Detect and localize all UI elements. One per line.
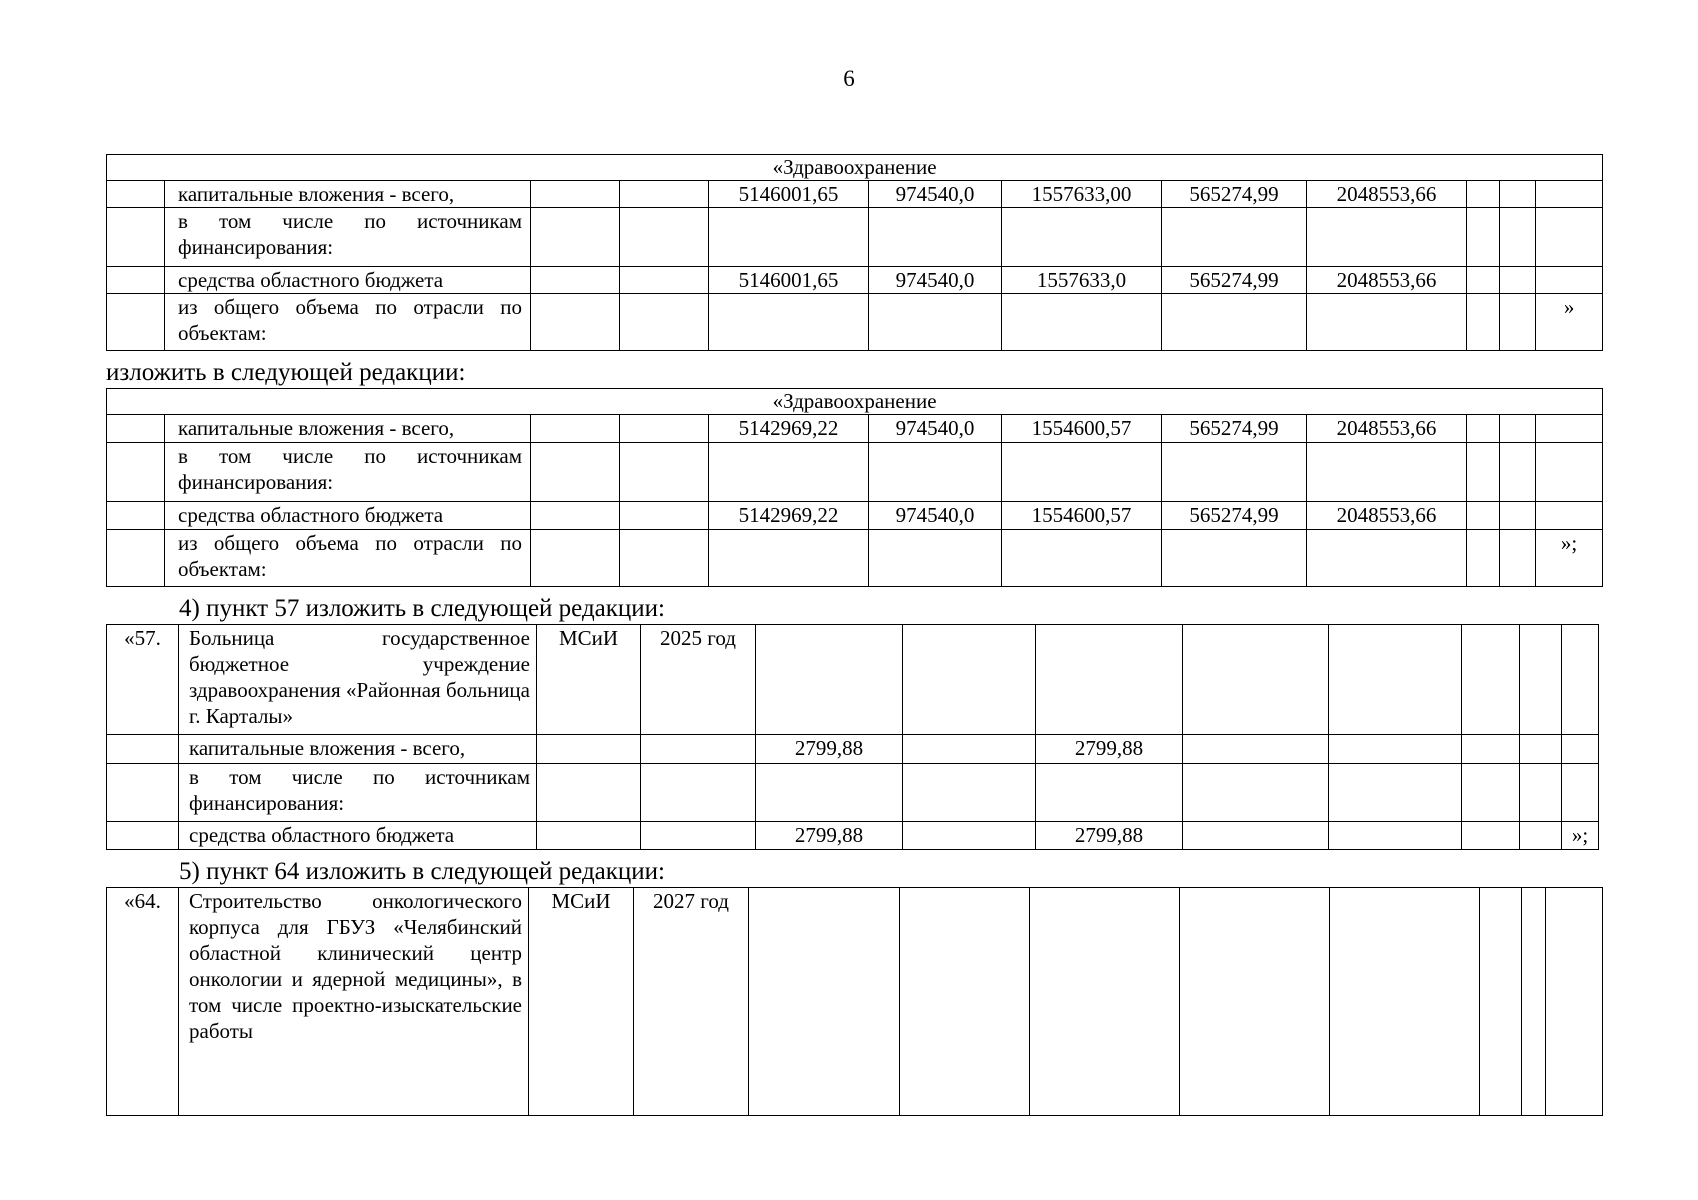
value-cell: 2799,88 bbox=[1036, 735, 1183, 764]
value-cell: 2799,88 bbox=[756, 822, 903, 850]
new-healthcare-table bbox=[106, 388, 1603, 587]
value-cell: 1554600,57 bbox=[1002, 415, 1162, 443]
section-title: «Здравоохранение bbox=[107, 389, 1603, 415]
value-cell: 2799,88 bbox=[756, 735, 903, 764]
item-organization: МСиИ bbox=[529, 888, 634, 1116]
row-label: в том числе по источникам финансирования: bbox=[165, 443, 531, 502]
table-row bbox=[107, 822, 1599, 850]
table-row bbox=[107, 888, 1603, 1116]
table-row bbox=[107, 415, 1603, 443]
value-cell: 974540,0 bbox=[869, 181, 1002, 208]
value-cell: 5142969,22 bbox=[709, 415, 869, 443]
item-number: «57. bbox=[107, 625, 179, 735]
value-cell: 974540,0 bbox=[869, 415, 1002, 443]
item-year: 2025 год bbox=[641, 625, 756, 735]
row-label: в том числе по источникам финансирования: bbox=[165, 208, 531, 267]
value-cell: 565274,99 bbox=[1162, 502, 1307, 530]
row-label: в том числе по источникам финансирования: bbox=[179, 764, 537, 822]
row-label: средства областного бюджета bbox=[165, 267, 531, 294]
value-cell: 5142969,22 bbox=[709, 502, 869, 530]
value-cell: 974540,0 bbox=[869, 267, 1002, 294]
item-64-table bbox=[106, 887, 1603, 1116]
table-row bbox=[107, 502, 1603, 530]
row-label: из общего объема по отрасли по объектам: bbox=[165, 294, 531, 351]
value-cell: 5146001,65 bbox=[709, 181, 869, 208]
value-cell: 565274,99 bbox=[1162, 181, 1307, 208]
table-row bbox=[107, 294, 1603, 351]
row-label: средства областного бюджета bbox=[165, 502, 531, 530]
row-label: капитальные вложения - всего, bbox=[165, 415, 531, 443]
item-name: Строительство онкологического корпуса для ГБУЗ «Челябинский областной клинический центр онкологии и ядерной медицины», в том числе проектно-изыскательские работы bbox=[179, 888, 529, 1116]
new-wording-heading: изложить в следующей редакции: bbox=[106, 359, 466, 386]
table-row bbox=[107, 443, 1603, 502]
value-cell: 2048553,66 bbox=[1307, 267, 1467, 294]
item-57-heading: 4) пункт 57 изложить в следующей редакции: bbox=[179, 595, 665, 622]
item-number: «64. bbox=[107, 888, 179, 1116]
table-row bbox=[107, 267, 1603, 294]
item-57-table bbox=[106, 624, 1599, 850]
closing-quote-mark: » bbox=[1536, 294, 1603, 351]
table-row bbox=[107, 530, 1603, 587]
item-name: Больница государственное бюджетное учреждение здравоохранения «Районная больница г. Карталы» bbox=[179, 625, 537, 735]
value-cell: 2048553,66 bbox=[1307, 415, 1467, 443]
table-row bbox=[107, 181, 1603, 208]
value-cell: 2048553,66 bbox=[1307, 181, 1467, 208]
row-label: средства областного бюджета bbox=[179, 822, 537, 850]
value-cell: 2799,88 bbox=[1036, 822, 1183, 850]
value-cell: 5146001,65 bbox=[709, 267, 869, 294]
row-label: капитальные вложения - всего, bbox=[165, 181, 531, 208]
page-number: 6 bbox=[843, 66, 855, 91]
value-cell: 974540,0 bbox=[869, 502, 1002, 530]
value-cell: 1557633,0 bbox=[1002, 267, 1162, 294]
table-row bbox=[107, 625, 1599, 735]
item-64-heading: 5) пункт 64 изложить в следующей редакции: bbox=[179, 858, 665, 885]
value-cell: 565274,99 bbox=[1162, 415, 1307, 443]
item-year: 2027 год bbox=[634, 888, 749, 1116]
table-row bbox=[107, 764, 1599, 822]
value-cell: 565274,99 bbox=[1162, 267, 1307, 294]
value-cell: 1557633,00 bbox=[1002, 181, 1162, 208]
row-label: из общего объема по отрасли по объектам: bbox=[165, 530, 531, 587]
value-cell: 2048553,66 bbox=[1307, 502, 1467, 530]
table-row bbox=[107, 208, 1603, 267]
table-row bbox=[107, 735, 1599, 764]
row-label: капитальные вложения - всего, bbox=[179, 735, 537, 764]
section-title: «Здравоохранение bbox=[107, 155, 1603, 181]
closing-quote-mark: »; bbox=[1536, 530, 1603, 587]
item-organization: МСиИ bbox=[537, 625, 641, 735]
value-cell: 1554600,57 bbox=[1002, 502, 1162, 530]
old-healthcare-table bbox=[106, 154, 1603, 351]
closing-quote-mark: »; bbox=[1562, 822, 1599, 850]
